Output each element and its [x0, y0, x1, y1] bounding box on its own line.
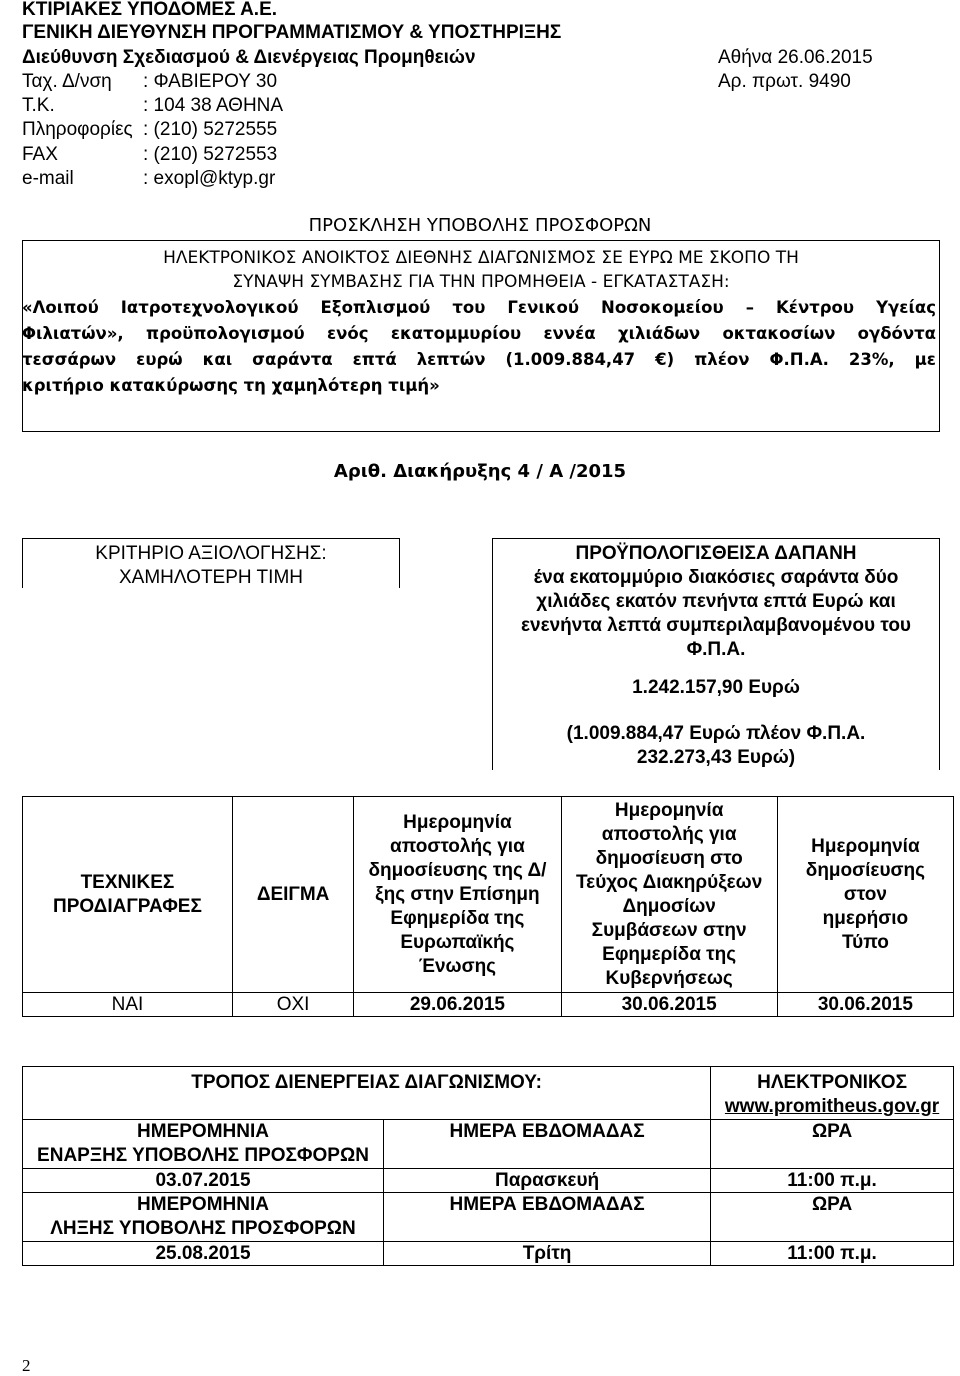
tk-label: Τ.Κ. — [22, 95, 55, 116]
email-label: e-mail — [22, 168, 74, 189]
end-day-label: ΗΜΕΡΑ ΕΒΔΟΜΑΔΑΣ — [449, 1194, 645, 1215]
start-time: 11:00 π.μ. — [787, 1169, 877, 1191]
end-label-2: ΛΗΞΗΣ ΥΠΟΒΟΛΗΣ ΠΡΟΣΦΟΡΩΝ — [50, 1218, 356, 1239]
subject-line-5: τεσσάρων ευρώ και σαράντα επτά λεπτών (1.009.884,47 €) πλέον Φ.Π.Α. 23%, με — [22, 350, 936, 369]
postal-label: Ταχ. Δ/νση — [22, 71, 112, 92]
budget-breakdown-net: (1.009.884,47 Ευρώ πλέον Φ.Π.Α. — [566, 723, 866, 744]
city-date: Αθήνα 26.06.2015 — [718, 47, 873, 68]
sample-value: ΟΧΙ — [276, 993, 310, 1015]
end-time: 11:00 π.μ. — [787, 1242, 877, 1264]
protocol-number: Αρ. πρωτ. 9490 — [718, 71, 851, 92]
page-title: ΠΡΟΣΚΛΗΣΗ ΥΠΟΒΟΛΗΣ ΠΡΟΣΦΟΡΩΝ — [308, 215, 652, 236]
method-row — [23, 1067, 954, 1120]
org-division: ΓΕΝΙΚΗ ΔΙΕΥΘΥΝΣΗ ΠΡΟΓΡΑΜΜΑΤΙΣΜΟΥ & ΥΠΟΣΤΗΡΙΞΗΣ — [22, 22, 562, 43]
end-values-row — [23, 1242, 954, 1266]
budget-breakdown-vat: 232.273,43 Ευρώ) — [636, 747, 796, 768]
start-values-row — [23, 1169, 954, 1193]
dates-value-row — [23, 993, 954, 1017]
fax-value: : (210) 5272553 — [143, 144, 278, 165]
budget-words: ένα εκατομμύριο διακόσιες σαράντα δύο χιλιάδες εκατόν πενήντα επτά Ευρώ και ενενήντα λεπτά συμπεριλαμβανομένου του Φ.Π.Α. — [521, 567, 911, 660]
info-label: Πληροφορίες — [22, 119, 133, 140]
org-directorate: Διεύθυνση Σχεδιασμού & Διενέργειας Προμηθειών — [22, 47, 476, 68]
dates-header-row — [23, 797, 954, 993]
end-date: 25.08.2015 — [155, 1242, 251, 1264]
criterion-label: ΚΡΙΤΗΡΙΟ ΑΞΙΟΛΟΓΗΣΗΣ: — [95, 543, 327, 564]
dates-table — [22, 796, 954, 1017]
subject-line-3: «Λοιπού Ιατροτεχνολογικού Εξοπλισμού του Γενικού Νοσοκομείου – Κέντρου Υγείας — [22, 298, 936, 317]
budget-title: ΠΡΟΫΠΟΛΟΓΙΣΘΕΙΣΑ ΔΑΠΑΝΗ — [575, 543, 857, 564]
subject-line-4: Φιλιατών», προϋπολογισμού ενός εκατομμυρίου εννέα χιλιάδων οκτακοσίων ογδόντα — [22, 324, 936, 343]
end-header-row — [23, 1193, 954, 1242]
press-date: 30.06.2015 — [817, 993, 913, 1015]
tech-specs-header: ΤΕΧΝΙΚΕΣ ΠΡΟΔΙΑΓΡΑΦΕΣ — [53, 871, 202, 917]
notice-number: Αριθ. Διακήρυξης 4 / Α /2015 — [333, 461, 627, 482]
end-label-1: ΗΜΕΡΟΜΗΝΙΑ — [137, 1194, 269, 1215]
subject-line-2: ΣΥΝΑΨΗ ΣΥΜΒΑΣΗΣ ΓΙΑ ΤΗΝ ΠΡΟΜΗΘΕΙΑ - ΕΓΚΑΤΑΣΤΑΣΗ: — [232, 272, 730, 292]
criterion-value: ΧΑΜΗΛΟΤΕΡΗ ΤΙΜΗ — [118, 567, 303, 588]
page-number: 2 — [22, 1356, 31, 1375]
start-label-1: ΗΜΕΡΟΜΗΝΙΑ — [137, 1121, 269, 1142]
org-name: ΚΤΙΡΙΑΚΕΣ ΥΠΟΔΟΜΕΣ Α.Ε. — [22, 0, 278, 20]
start-time-label: ΩΡΑ — [811, 1121, 853, 1142]
tk-value: : 104 38 ΑΘΗΝΑ — [143, 95, 284, 116]
start-day-label: ΗΜΕΡΑ ΕΒΔΟΜΑΔΑΣ — [449, 1121, 645, 1142]
fax-label: FAX — [22, 144, 58, 165]
postal-value: : ΦΑΒΙΕΡΟΥ 30 — [143, 71, 278, 92]
procedure-table — [22, 1066, 954, 1266]
sample-header: ΔΕΙΓΜΑ — [256, 883, 330, 905]
end-time-label: ΩΡΑ — [811, 1194, 853, 1215]
budget-amount: 1.242.157,90 Ευρώ — [632, 677, 800, 698]
subject-line-6: κριτήριο κατακύρωσης τη χαμηλότερη τιμή» — [22, 376, 440, 395]
start-date: 03.07.2015 — [155, 1169, 251, 1191]
subject-line-1: ΗΛΕΚΤΡΟΝΙΚΟΣ ΑΝΟΙΚΤΟΣ ΔΙΕΘΝΗΣ ΔΙΑΓΩΝΙΣΜΟΣ ΣΕ ΕΥΡΩ ΜΕ ΣΚΟΠΟ ΤΗ — [163, 248, 799, 268]
press-date-header: Ημερομηνία δημοσίευσης στον ημερήσιο Τύπο — [805, 835, 925, 953]
email-value: : exopl@ktyp.gr — [143, 168, 276, 189]
start-day: Παρασκευή — [495, 1169, 600, 1191]
info-value: : (210) 5272555 — [143, 119, 278, 140]
govt-gazette-date: 30.06.2015 — [621, 993, 717, 1015]
method-value: ΗΛΕΚΤΡΟΝΙΚΟΣ — [757, 1072, 907, 1093]
method-label: ΤΡΟΠΟΣ ΔΙΕΝΕΡΓΕΙΑΣ ΔΙΑΓΩΝΙΣΜΟΥ: — [191, 1072, 542, 1093]
end-day: Τρίτη — [522, 1242, 572, 1264]
govt-gazette-date-header: Ημερομηνία αποστολής για δημοσίευση στο Τεύχος Διακηρύξεων Δημοσίων Συμβάσεων στην Εφημερίδα της Κυβερνήσεως — [575, 799, 763, 989]
tech-specs-value: ΝΑΙ — [111, 993, 144, 1015]
start-label-2: ΕΝΑΡΞΗΣ ΥΠΟΒΟΛΗΣ ΠΡΟΣΦΟΡΩΝ — [37, 1145, 369, 1166]
eu-journal-date-header: Ημερομηνία αποστολής για δημοσίευσης της Δ/ξης στην Επίσημη Εφημερίδα της Ευρωπαϊκής Ένωσης — [368, 811, 547, 977]
start-header-row — [23, 1120, 954, 1169]
promitheus-link[interactable]: www.promitheus.gov.gr — [724, 1096, 940, 1117]
eu-journal-date: 29.06.2015 — [409, 993, 505, 1015]
